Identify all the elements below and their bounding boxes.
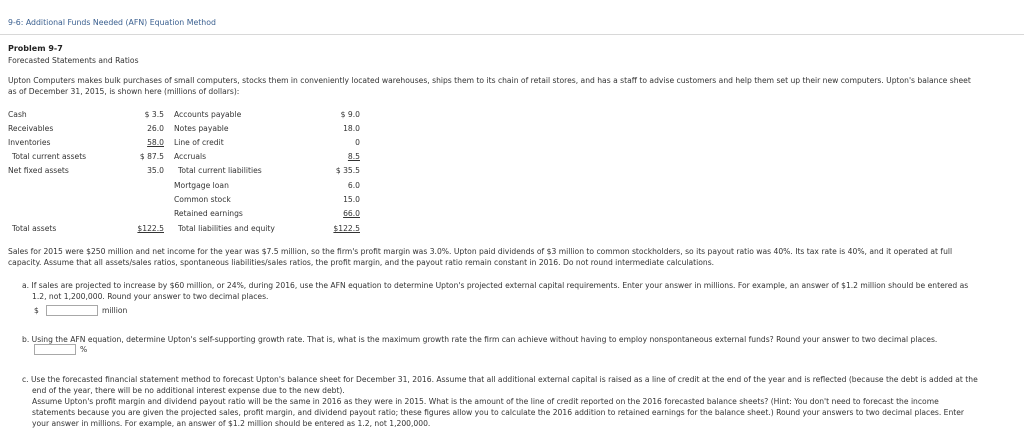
header-divider (0, 34, 1024, 35)
liability-value: 18.0 (343, 124, 360, 133)
liability-label: Mortgage loan (174, 181, 229, 190)
question-a (22, 280, 1018, 302)
liability-value: $122.5 (333, 224, 360, 233)
sales-line: Sales for 2015 were $250 million and net income for the year was $7.5 million, so the firm's profit margin was 3.0%. Upton paid dividends of $3 million to common stockholders, so its payout ratio was 40%. Its tax rate is 40%, and it operated at full (8, 247, 953, 256)
sales-line: capacity. Assume that all assets/sales ratios, spontaneous liabilities/sales ratios, the profit margin, and the payout ratio remain constant in 2016. Do not round intermediate calculations. (8, 258, 715, 267)
question-c-line: c. Use the forecasted financial statement method to forecast Upton's balance sheet for December 31, 2016. Assume that all additional external capital is raised as a line of credit at the end of the year and is reflected (because the debt is added at the (22, 375, 978, 384)
percent-suffix: % (80, 345, 88, 354)
question-c-line: end of the year, there will be no additional interest expense due to the new debt). (32, 386, 345, 395)
liability-value: 6.0 (347, 181, 360, 190)
liability-value: 0 (355, 138, 360, 147)
problem-title: Problem 9-7 (8, 44, 63, 53)
asset-label: Total assets (12, 224, 57, 233)
liability-label: Accruals (174, 152, 207, 161)
assignment-header: 9-6: Additional Funds Needed (AFN) Equation Method (8, 18, 216, 27)
asset-value: 26.0 (147, 124, 164, 133)
question-c-line: Assume Upton's profit margin and dividend payout ratio will be the same in 2016 as they were in 2015. What is the amount of the line of credit reported on the 2016 forecasted balance sheets? (Hint: You don't need to forecast the income (32, 397, 939, 406)
question-c-line: your answer in millions. For example, an answer of $1.2 million should be entered as 1.2, not 1,200,000. (32, 419, 431, 428)
liability-value: 66.0 (343, 209, 360, 218)
afn-answer-input[interactable] (46, 305, 98, 316)
asset-value: 35.0 (147, 166, 164, 175)
liability-label: Common stock (174, 195, 231, 204)
question-a-line: a. If sales are projected to increase by $60 million, or 24%, during 2016, use the AFN equation to determine Upton's projected external capital requirements. Enter your answer in millions. For example, an answer of $1.2 million should be entered as (22, 281, 969, 290)
asset-label: Receivables (8, 124, 54, 133)
liability-label: Total current liabilities (178, 166, 262, 175)
dollar-prefix: $ (34, 306, 39, 315)
million-suffix: million (102, 306, 128, 315)
question-b-line: b. Using the AFN equation, determine Upton's self-supporting growth rate. That is, what is the maximum growth rate the firm can achieve without having to employ nonspontaneous external funds? Round your answer to two decimal places. (22, 335, 938, 344)
asset-value: $ 87.5 (139, 152, 164, 161)
asset-value: 58.0 (147, 138, 164, 147)
liability-value: 8.5 (347, 152, 360, 161)
liability-label: Line of credit (174, 138, 224, 147)
liability-value: 15.0 (343, 195, 360, 204)
liability-value: $ 9.0 (340, 110, 360, 119)
question-b (22, 334, 1018, 345)
intro-line: as of December 31, 2015, is shown here (millions of dollars): (8, 87, 240, 96)
liability-label: Accounts payable (174, 110, 242, 119)
liability-label: Total liabilities and equity (178, 224, 275, 233)
problem-subtitle: Forecasted Statements and Ratios (8, 56, 139, 65)
asset-label: Cash (8, 110, 27, 119)
liability-label: Retained earnings (174, 209, 243, 218)
question-c (22, 374, 1018, 429)
question-a-line: 1.2, not 1,200,000. Round your answer to two decimal places. (32, 292, 269, 301)
asset-value: $122.5 (137, 224, 164, 233)
asset-value: $ 3.5 (144, 110, 164, 119)
asset-label: Total current assets (12, 152, 87, 161)
liability-value: $ 35.5 (335, 166, 360, 175)
intro-paragraph (8, 75, 1018, 97)
growth-rate-input[interactable] (34, 344, 76, 355)
question-c-line: statements because you are given the projected sales, profit margin, and dividend payout ratio; these figures allow you to calculate the 2016 addition to retained earnings for the balance sheet.) Round your answers to two decimal places. Enter (32, 408, 965, 417)
asset-label: Net fixed assets (8, 166, 69, 175)
sales-paragraph (8, 246, 1018, 268)
liability-label: Notes payable (174, 124, 229, 133)
asset-label: Inventories (8, 138, 51, 147)
intro-line: Upton Computers makes bulk purchases of small computers, stocks them in conveniently located warehouses, ships them to its chain of retail stores, and has a staff to advise customers and help them set up their new computers. Upton's balance sheet (8, 76, 971, 85)
